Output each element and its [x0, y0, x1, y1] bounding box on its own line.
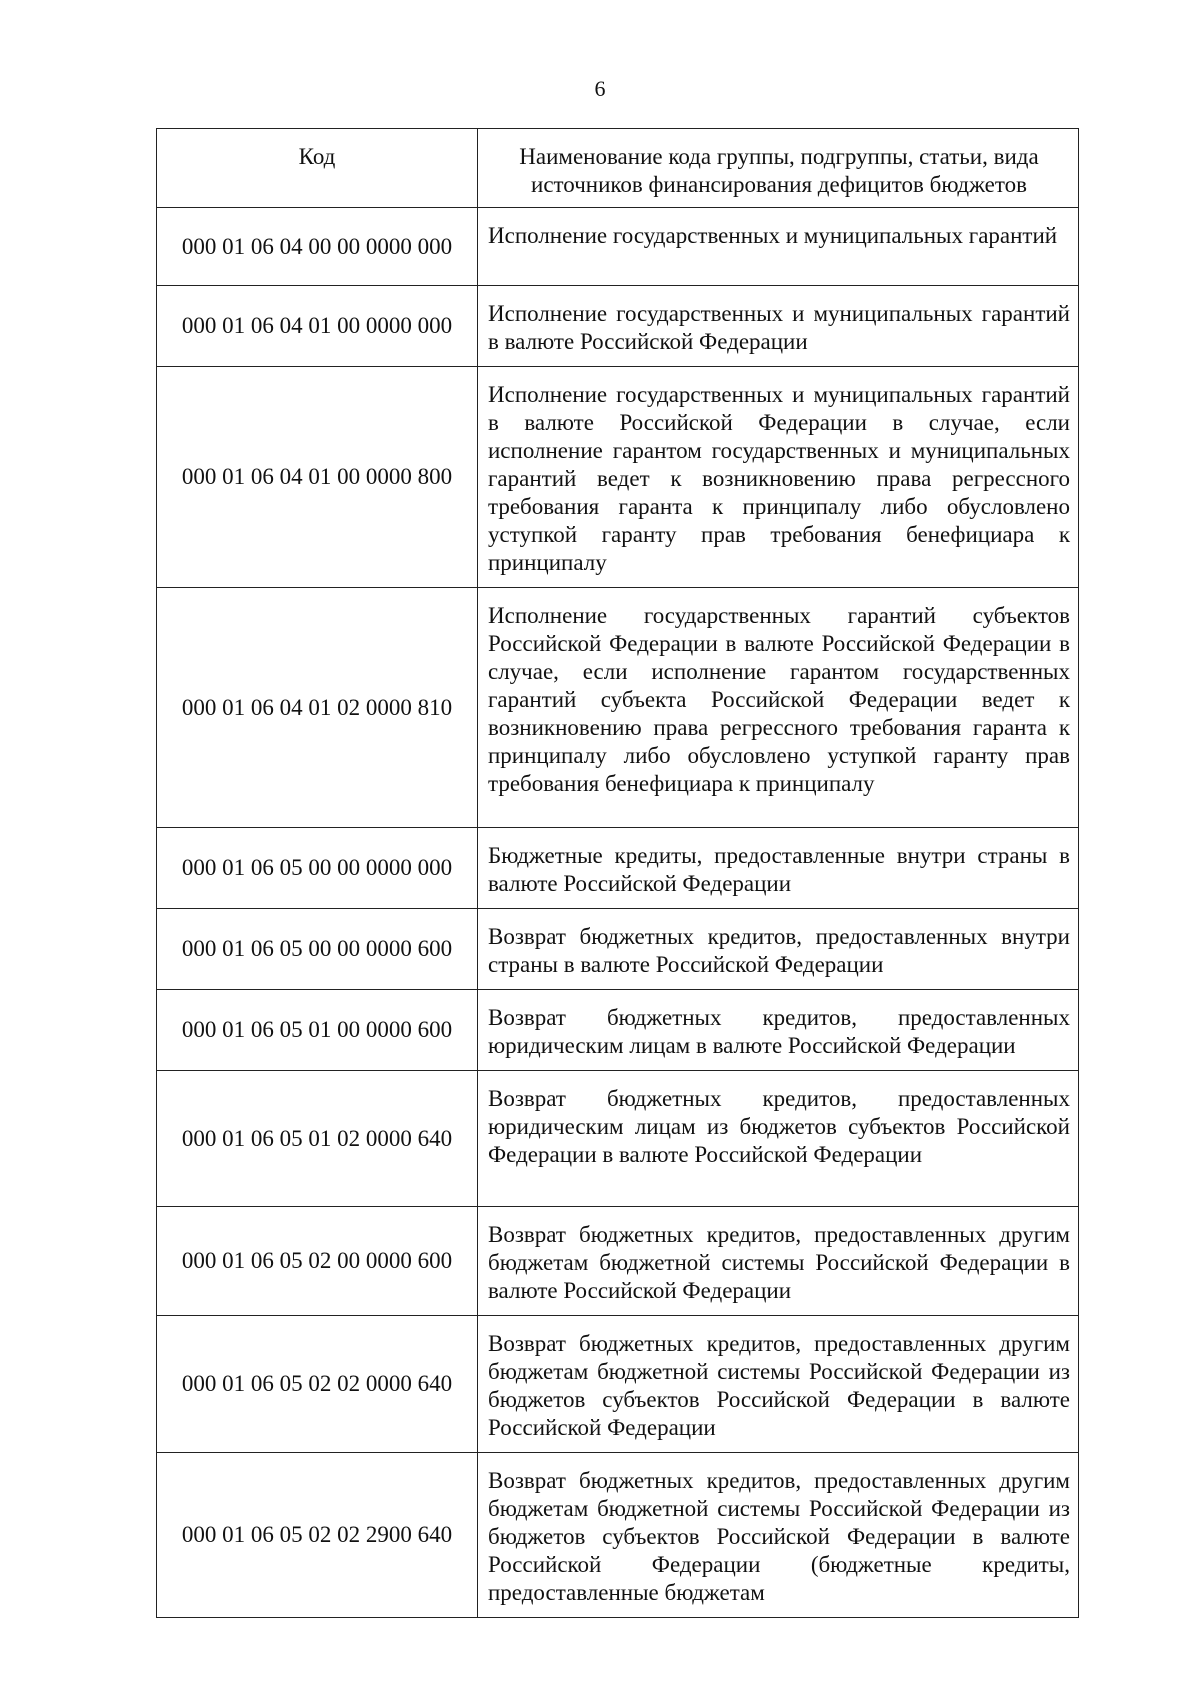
sources-code-table — [156, 128, 1079, 1618]
row-code: 000 01 06 04 01 02 0000 810 — [157, 588, 478, 828]
row-code: 000 01 06 05 01 00 0000 600 — [157, 990, 478, 1071]
table-row — [157, 208, 1079, 286]
table-row — [157, 828, 1079, 909]
row-code: 000 01 06 04 01 00 0000 800 — [157, 367, 478, 588]
row-name: Бюджетные кредиты, предоставленные внутри страны в валюте Российской Федерации — [478, 828, 1079, 909]
row-name: Исполнение государственных и муниципальных гарантий — [478, 208, 1079, 286]
table-row — [157, 1316, 1079, 1453]
table-row — [157, 909, 1079, 990]
row-name: Возврат бюджетных кредитов, предоставленных другим бюджетам бюджетной системы Российской Федерации из бюджетов субъектов Российской Федерации в валюте Российской Федерации — [478, 1316, 1079, 1453]
header-code: Код — [157, 129, 478, 208]
row-code: 000 01 06 05 00 00 0000 600 — [157, 909, 478, 990]
table-row — [157, 990, 1079, 1071]
header-name: Наименование кода группы, подгруппы, статьи, вида источников финансирования дефицитов бюджетов — [478, 129, 1079, 208]
row-name: Исполнение государственных гарантий субъектов Российской Федерации в валюте Российской Федерации в случае, если исполнение гарантом государственных гарантий субъекта Российской Федерации ведет к возникновению права регрессного требования гаранта к принципалу либо обусловлено уступкой гаранту прав требования бенефициара к принципалу — [478, 588, 1079, 828]
row-code: 000 01 06 05 02 00 0000 600 — [157, 1207, 478, 1316]
row-name: Возврат бюджетных кредитов, предоставленных юридическим лицам из бюджетов субъектов Российской Федерации в валюте Российской Федерации — [478, 1071, 1079, 1207]
page-number: 6 — [594, 76, 606, 101]
row-name: Исполнение государственных и муниципальных гарантий в валюте Российской Федерации — [478, 286, 1079, 367]
row-name: Возврат бюджетных кредитов, предоставленных другим бюджетам бюджетной системы Российской Федерации из бюджетов субъектов Российской Федерации в валюте Российской Федерации (бюджетные кредиты, предоставленные бюджетам — [478, 1453, 1079, 1618]
table-row — [157, 1071, 1079, 1207]
row-name: Возврат бюджетных кредитов, предоставленных юридическим лицам в валюте Российской Федерации — [478, 990, 1079, 1071]
row-code: 000 01 06 05 01 02 0000 640 — [157, 1071, 478, 1207]
row-code: 000 01 06 04 00 00 0000 000 — [157, 208, 478, 286]
table-row — [157, 1453, 1079, 1618]
row-name: Возврат бюджетных кредитов, предоставленных внутри страны в валюте Российской Федерации — [478, 909, 1079, 990]
table-row — [157, 367, 1079, 588]
row-code: 000 01 06 05 02 02 2900 640 — [157, 1453, 478, 1618]
table-header-row — [157, 129, 1079, 208]
row-code: 000 01 06 05 02 02 0000 640 — [157, 1316, 478, 1453]
row-code: 000 01 06 05 00 00 0000 000 — [157, 828, 478, 909]
row-code: 000 01 06 04 01 00 0000 000 — [157, 286, 478, 367]
row-name: Возврат бюджетных кредитов, предоставленных другим бюджетам бюджетной системы Российской Федерации в валюте Российской Федерации — [478, 1207, 1079, 1316]
table-row — [157, 1207, 1079, 1316]
table-row — [157, 286, 1079, 367]
table-row — [157, 588, 1079, 828]
row-name: Исполнение государственных и муниципальных гарантий в валюте Российской Федерации в случае, если исполнение гарантом государственных и муниципальных гарантий ведет к возникновению права регрессного требования гаранта к принципалу либо обусловлено уступкой гаранту прав требования бенефициара к принципалу — [478, 367, 1079, 588]
